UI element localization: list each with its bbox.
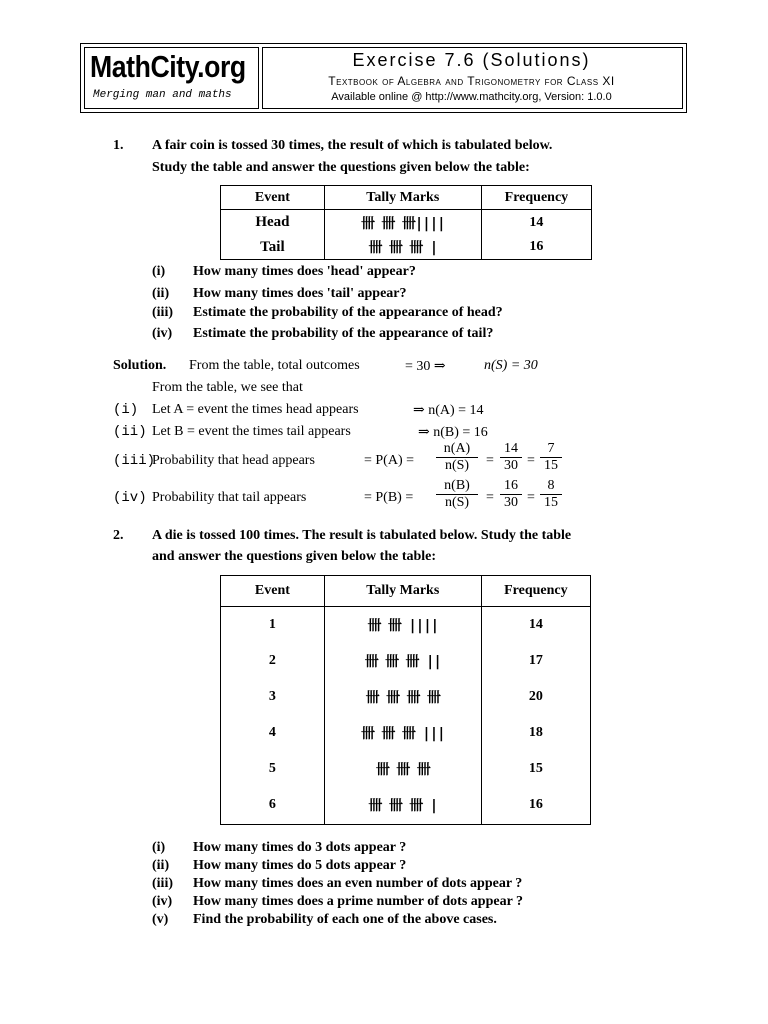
q1-part-label: (iii) <box>152 305 173 320</box>
table-row <box>221 751 591 787</box>
q2-part-label: (v) <box>152 912 169 927</box>
frequency-cell: 16 <box>481 236 591 260</box>
solution-iv-label: (iv) <box>113 490 147 506</box>
q2-table <box>220 575 591 825</box>
solution-iii-label: (iii) <box>113 453 156 469</box>
solution-ii-label: (ii) <box>113 424 147 440</box>
q2-part-label: (iv) <box>152 894 173 909</box>
equals-sign: = <box>486 490 494 505</box>
q2-col-tally: Tally Marks <box>324 576 481 607</box>
tally-cell: 卌 卌 卌 <box>324 751 481 787</box>
q2-line2: and answer the questions given below the table: <box>152 549 437 564</box>
book-title: Textbook of Algebra and Trigonometry for Class XI <box>328 74 615 88</box>
q1-line1: A fair coin is tossed 30 times, the result of which is tabulated below. <box>152 138 553 153</box>
frequency-cell: 18 <box>481 715 590 751</box>
tally-cell: 卌 卌 卌 卌 <box>324 679 481 715</box>
event-cell: 2 <box>221 643 325 679</box>
solution-iv-text: Probability that tail appears <box>152 490 307 505</box>
q1-part-text: Estimate the probability of the appearance of head? <box>193 305 503 320</box>
equals-sign: = <box>527 490 535 505</box>
event-cell: Head <box>221 210 325 236</box>
tally-cell: 卌 卌 卌 || <box>324 643 481 679</box>
q1-part-text: Estimate the probability of the appearance of tail? <box>193 326 494 341</box>
solution-i-result: ⇒ n(A) = 14 <box>413 403 484 418</box>
q1-part-label: (iv) <box>152 326 173 341</box>
online-link[interactable]: Available online @ http://www.mathcity.org, Version: 1.0.0 <box>331 91 612 103</box>
solution-iii-text: Probability that head appears <box>152 453 315 468</box>
fraction: $\frac{n(A)}{n(S)}$ <box>436 441 478 474</box>
q1-number: 1. <box>113 138 124 153</box>
q1-part-text: How many times does 'head' appear? <box>193 264 416 279</box>
tally-cell: 卌 卌 卌 ||| <box>324 715 481 751</box>
table-row <box>221 679 591 715</box>
solution-label: Solution. <box>113 358 167 373</box>
frequency-cell: 20 <box>481 679 590 715</box>
solution-i-text: Let A = event the times head appears <box>152 402 359 417</box>
solution-ns: n(S) = 30 <box>484 358 538 373</box>
q1-part-label: (i) <box>152 264 166 279</box>
event-cell: 4 <box>221 715 325 751</box>
equals-sign: = <box>486 453 494 468</box>
q2-part-text: How many times does a prime number of dots appear ? <box>193 894 524 909</box>
tally-cell: 卌 卌 卌 | <box>324 787 481 825</box>
event-cell: Tail <box>221 236 325 260</box>
q2-part-label: (iii) <box>152 876 173 891</box>
equals-sign: = <box>527 453 535 468</box>
solution-line2: From the table, we see that <box>152 380 303 395</box>
event-cell: 1 <box>221 607 325 643</box>
solution-iv-eq: = P(B) = <box>364 490 414 505</box>
solution-i-label: (i) <box>113 402 139 418</box>
table-row <box>221 643 591 679</box>
q2-number: 2. <box>113 528 124 543</box>
q2-part-text: How many times do 5 dots appear ? <box>193 858 407 873</box>
frequency-cell: 14 <box>481 210 591 236</box>
tally-cell: 卌 卌 |||| <box>324 607 481 643</box>
q1-table <box>220 185 592 260</box>
page-title: Exercise 7.6 (Solutions) <box>352 50 591 70</box>
solution-ii-result: ⇒ n(B) = 16 <box>418 425 488 440</box>
table-row <box>221 715 591 751</box>
fraction: $\frac{14}{30}$ <box>500 441 522 474</box>
fraction: $\frac{16}{30}$ <box>500 478 522 511</box>
site-tagline: Merging man and maths <box>93 89 232 101</box>
q2-part-text: How many times does an even number of dots appear ? <box>193 876 523 891</box>
fraction: $\frac{8}{15}$ <box>540 478 562 511</box>
event-cell: 3 <box>221 679 325 715</box>
solution-eq1: = 30 ⇒ <box>405 359 446 374</box>
frequency-cell: 15 <box>481 751 590 787</box>
q1-part-text: How many times does 'tail' appear? <box>193 286 407 301</box>
table-row <box>221 210 592 236</box>
q2-line1: A die is tossed 100 times. The result is tabulated below. Study the table <box>152 528 572 543</box>
frequency-cell: 17 <box>481 643 590 679</box>
q1-col-event: Event <box>221 186 325 210</box>
q1-line2: Study the table and answer the questions given below the table: <box>152 160 530 175</box>
solution-ii-text: Let B = event the times tail appears <box>152 424 351 439</box>
table-row <box>221 607 591 643</box>
frequency-cell: 14 <box>481 607 590 643</box>
table-row <box>221 787 591 825</box>
tally-cell: 卌 卌 卌 | <box>324 236 481 260</box>
q2-part-text: Find the probability of each one of the above cases. <box>193 912 497 927</box>
solution-iii-eq: = P(A) = <box>364 453 415 468</box>
solution-line1: From the table, total outcomes <box>189 358 360 373</box>
q1-part-label: (ii) <box>152 286 170 301</box>
q1-col-tally: Tally Marks <box>324 186 481 210</box>
fraction: $\frac{7}{15}$ <box>540 441 562 474</box>
event-cell: 5 <box>221 751 325 787</box>
q2-col-event: Event <box>221 576 325 607</box>
table-row <box>221 236 592 260</box>
frequency-cell: 16 <box>481 787 590 825</box>
site-logo[interactable]: MathCity.org <box>90 49 246 84</box>
q2-col-frequency: Frequency <box>481 576 590 607</box>
q2-part-label: (i) <box>152 840 166 855</box>
fraction: $\frac{n(B)}{n(S)}$ <box>436 478 478 511</box>
q1-col-frequency: Frequency <box>481 186 591 210</box>
q2-part-text: How many times do 3 dots appear ? <box>193 840 407 855</box>
event-cell: 6 <box>221 787 325 825</box>
tally-cell: 卌 卌 卌|||| <box>324 210 481 236</box>
q2-part-label: (ii) <box>152 858 170 873</box>
